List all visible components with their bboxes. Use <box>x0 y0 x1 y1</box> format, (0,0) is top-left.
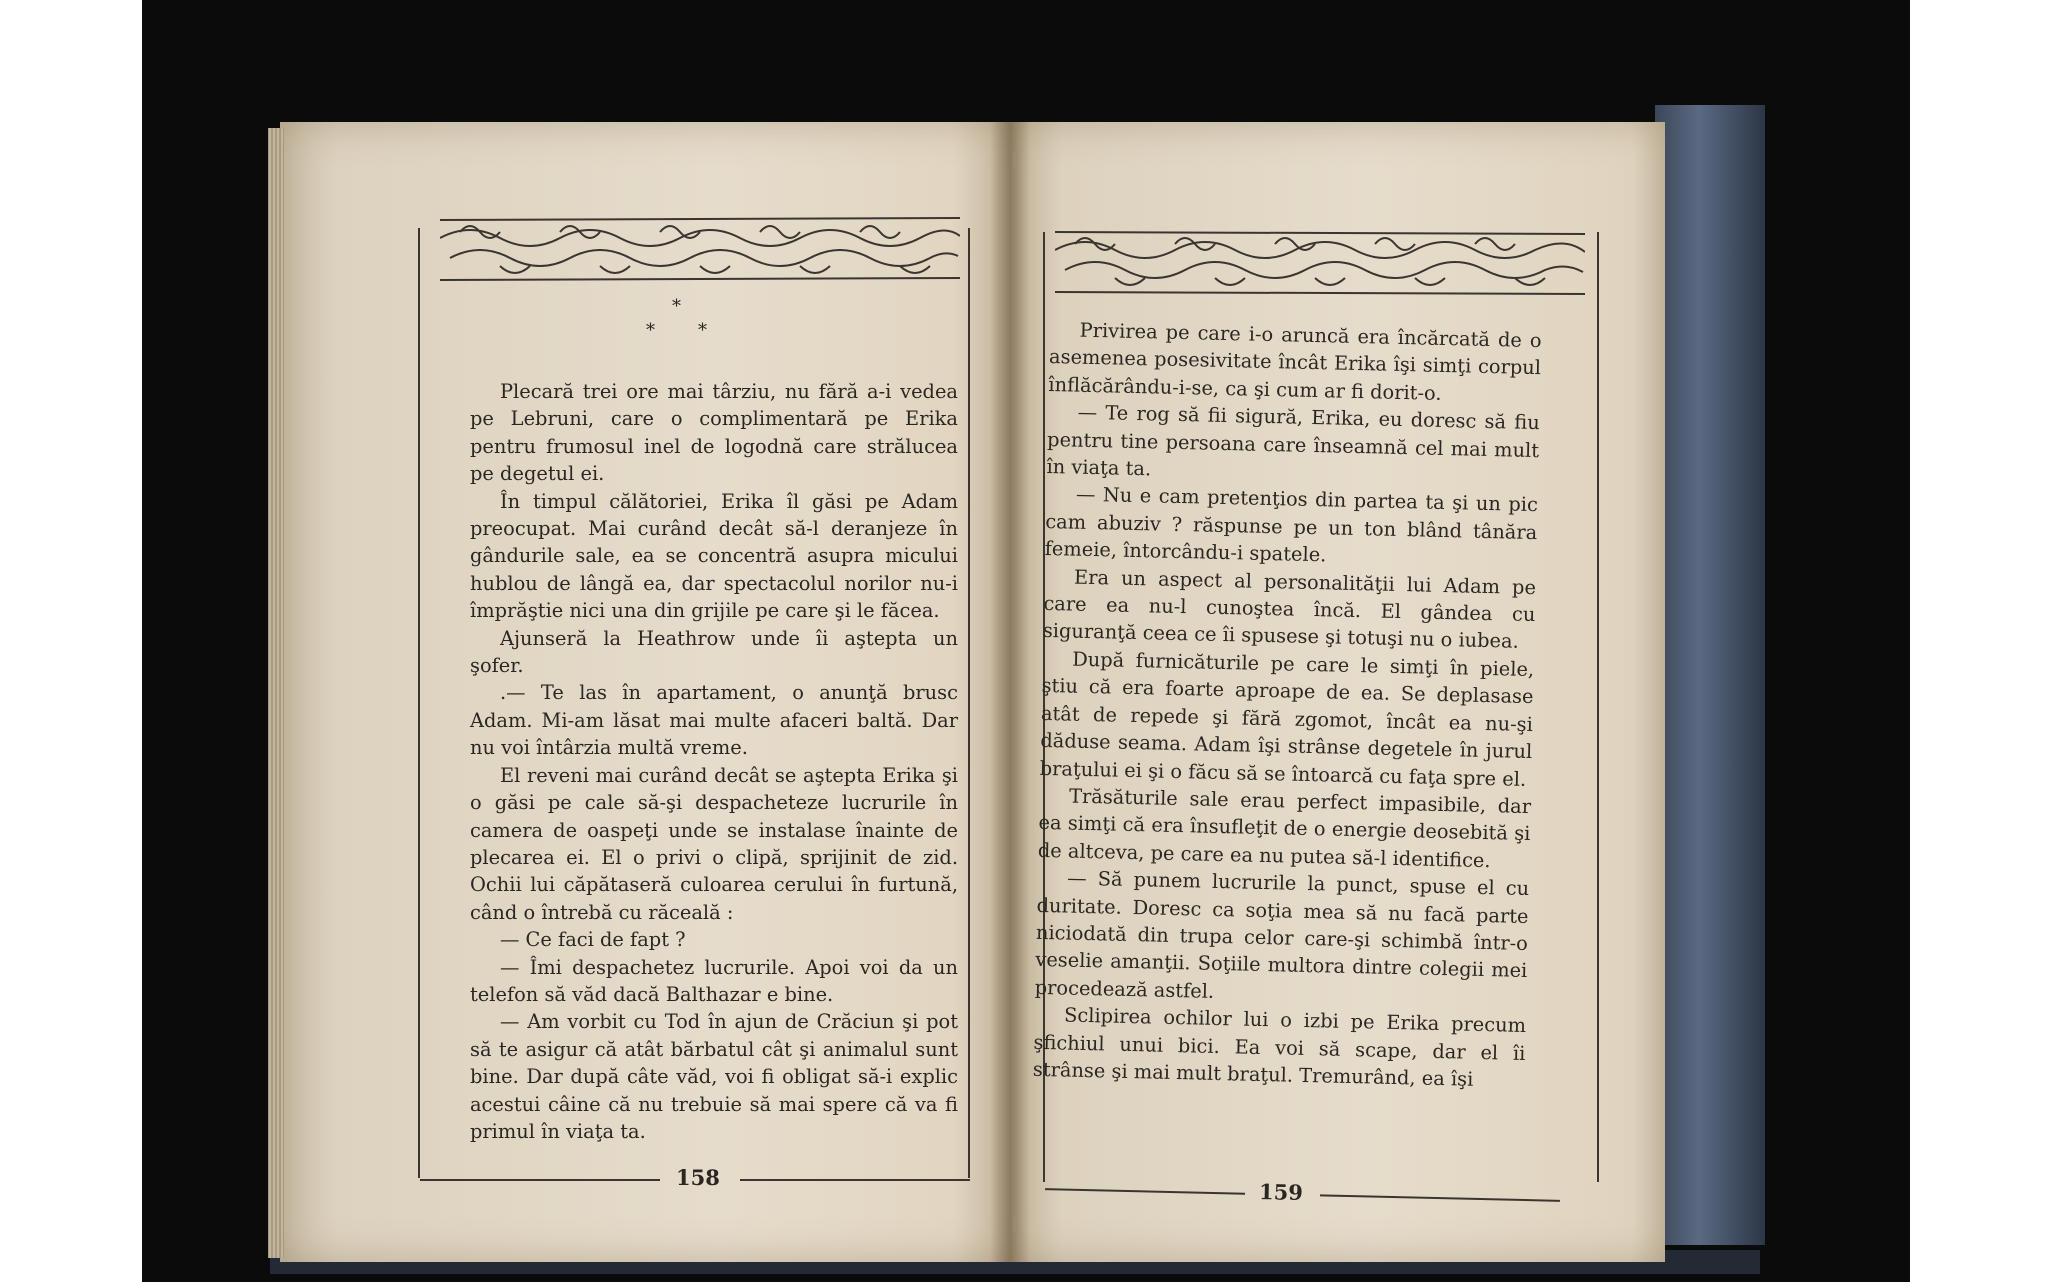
star: * <box>646 320 655 341</box>
paragraph: Era un aspect al personalităţii lui Adam pe care ea nu-l cunoştea încă. El gândea cu siguranţă ceea ce îi spusese şi totuşi nu o iubea. <box>1042 565 1537 654</box>
paragraph: — Îmi despachetez lucrurile. Apoi voi da un telefon să văd dacă Balthazar e bine. <box>470 955 958 1006</box>
right-page-text <box>1033 316 1542 1094</box>
footer-rule <box>420 1179 660 1181</box>
paragraph: După furnicăturile pe care le simţi în piele, ştiu că era foarte aproape de ea. Se deplasase atât de repede şi fără zgomot, încât ea nu-şi dăduse seama. Adam îşi strânse degetele în jurul braţului ei şi o făcu să se întoarcă cu faţa spre el. <box>1039 647 1535 791</box>
paragraph: .— Te las în apartament, o anunţă brusc Adam. Mi-am lăsat mai multe afaceri baltă. Dar nu voi întârzia multă vreme. <box>470 681 958 760</box>
page-number: 158 <box>676 1165 720 1190</box>
star: * <box>698 320 707 341</box>
page-number: 159 <box>1258 1179 1304 1206</box>
paragraph: — Să punem lucrurile la punct, spuse el cu duritate. Doresc ca soţia mea să nu facă parte niciodată din trupa celor care-şi schimbă într-o veselie amanţii. Soţiile multora dintre colegii mei procedează astfel. <box>1034 866 1530 1003</box>
paragraph: Sclipirea ochilor lui o izbi pe Erika precum şfichiul unui bici. Ea voi să scape, dar el îi strânse şi mai mult braţul. Tremurând, ea îşi <box>1032 1003 1527 1091</box>
section-break-stars <box>620 296 730 344</box>
paragraph: — Am vorbit cu Tod în ajun de Crăciun şi pot să te asigur că atât bărbatul cât şi animalul sunt bine. Dar după câte văd, voi fi obligat să-i explic acestui câine că nu trebuie să mai spere că va fi primul în viaţa ta. <box>470 1010 958 1143</box>
paragraph: Ajunseră la Heathrow unde îi aştepta un şofer. <box>470 626 958 678</box>
left-ornament-border <box>440 214 960 286</box>
footer-rule <box>740 1179 970 1181</box>
star: * <box>672 296 681 317</box>
paragraph: — Te rog să fii sigură, Erika, eu doresc să fiu pentru tine persoana care înseamnă cel mai mult în viaţa ta. <box>1046 400 1540 481</box>
paragraph: El reveni mai curând decât se aştepta Erika şi o găsi pe cale să-şi despacheteze lucrurile în camera de oaspeţi unde se instalase înainte de plecarea ei. El o privi o clipă, sprijinit de zid. Ochii lui căpătaseră culoarea cerului în furtună, când o întrebă cu răceală : <box>470 763 958 924</box>
paragraph: Privirea pe care i-o aruncă era încărcată de o asemenea posesivitate încât Erika îşi simţi corpul înflăcărându-i-se, ca şi cum ar fi dorit-o. <box>1048 318 1542 405</box>
paragraph: Trăsăturile sale erau perfect impasibile, dar ea simţi că era însufleţit de o energie deosebită şi de altceva, pe care ea nu putea să-l identifice. <box>1037 784 1532 872</box>
left-page-text <box>470 378 958 1145</box>
right-ornament-border <box>1055 228 1585 300</box>
paragraph: În timpul călătoriei, Erika îl găsi pe Adam preocupat. Mai curând decât să-l deranjeze în gândurile sale, ea se concentră asupra micului hublou de lângă ea, dar spectacolul norilor nu-i împrăştie nici una din grijile pe care şi le făcea. <box>470 489 958 623</box>
book-cover-edge <box>1655 105 1765 1245</box>
paragraph: — Nu e cam pretenţios din partea ta şi un pic cam abuziv ? răspunse pe un ton blând tânăra femeie, întorcându-i spatele. <box>1044 483 1539 567</box>
paragraph: Plecară trei ore mai târziu, nu fără a-i vedea pe Lebruni, care o complimentară pe Erika pentru frumosul inel de logodnă care strălucea pe degetul ei. <box>470 380 958 486</box>
book-gutter <box>990 122 1030 1262</box>
footer-rule <box>1045 1188 1245 1195</box>
left-page-edges <box>268 128 284 1258</box>
left-page-footer <box>420 1165 970 1195</box>
footer-rule <box>1320 1194 1560 1201</box>
paragraph: — Ce faci de fapt ? <box>500 928 686 952</box>
